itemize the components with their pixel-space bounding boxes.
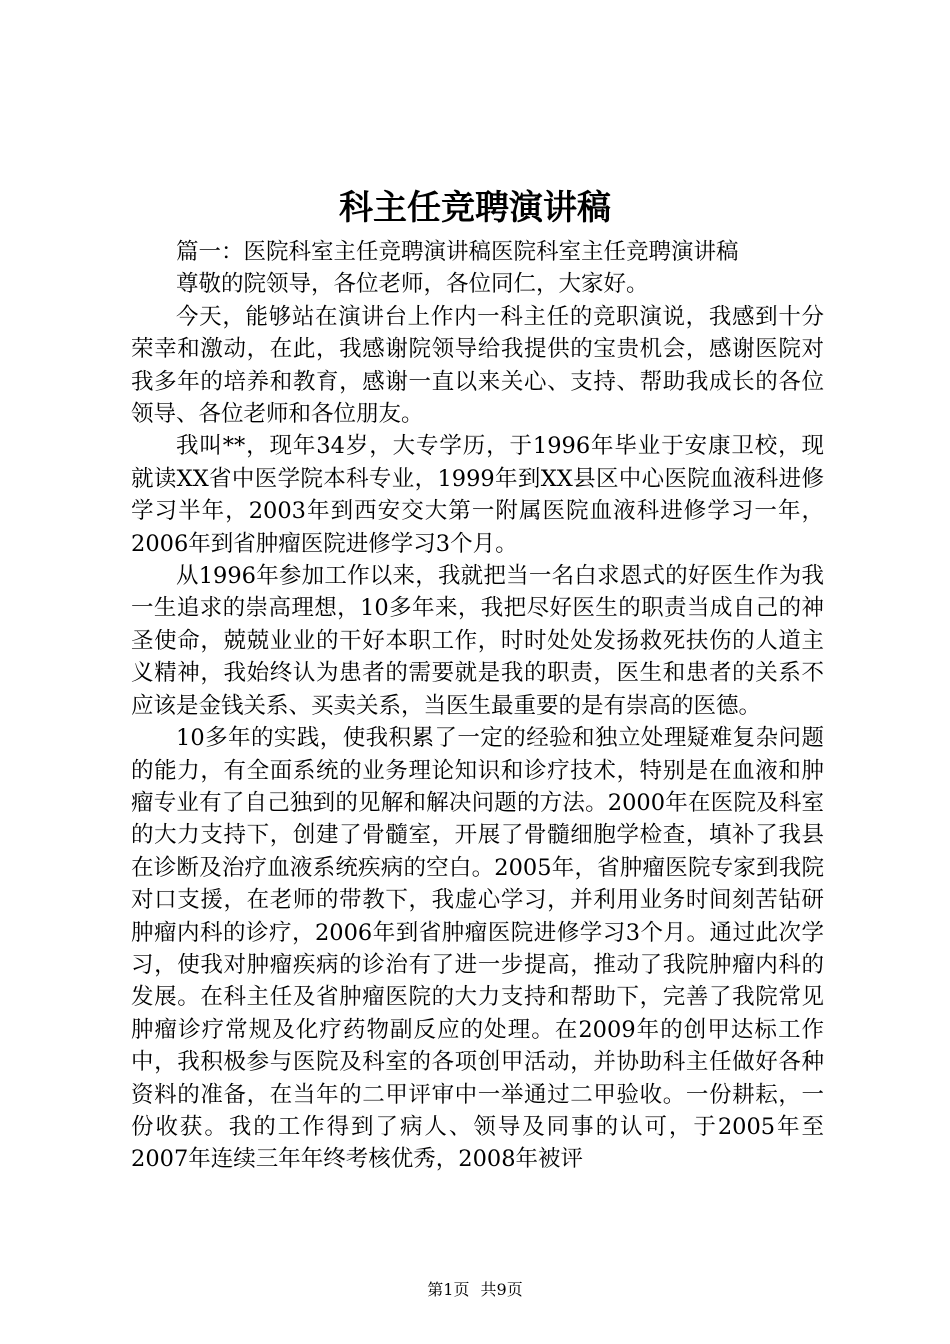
paragraph-ideals: 从1996年参加工作以来，我就把当一名白求恩式的好医生作为我一生追求的崇高理想，10多年来，我把尽好医生的职责当成自己的神圣使命，兢兢业业的干好本职工作，时时处处发扬救死扶伤的人道主义精神，我始终认为患者的需要就是我的职责，医生和患者的关系不应该是金钱关系、买卖关系，当医生最重要的是有崇高的医德。 xyxy=(131,563,824,719)
page-total: 共9页 xyxy=(480,1280,523,1299)
paragraph-heading: 篇一：医院科室主任竞聘演讲稿医院科室主任竞聘演讲稿 xyxy=(176,239,739,265)
paragraph-greeting: 尊敬的院领导，各位老师，各位同仁，大家好。 xyxy=(176,271,649,298)
page-footer xyxy=(0,1280,950,1300)
page-number: 第1页 xyxy=(427,1280,470,1299)
paragraph-thanks: 今天，能够站在演讲台上作内一科主任的竞职演说，我感到十分荣幸和激动，在此，我感谢院领导给我提供的宝贵机会，感谢医院对我多年的培养和教育，感谢一直以来关心、支持、帮助我成长的各位领导、各位老师和各位朋友。 xyxy=(131,303,824,428)
document-title: 科主任竞聘演讲稿 xyxy=(339,188,611,228)
document-body xyxy=(131,236,824,1176)
paragraph-background: 我叫**，现年34岁，大专学历，于1996年毕业于安康卫校，现就读XX省中医学院本科专业，1999年到XX县区中心医院血液科进修学习半年，2003年到西安交大第一附属医院血液科进修学习一年，2006年到省肿瘤医院进修学习3个月。 xyxy=(131,433,824,557)
paragraph-experience: 10多年的实践，使我积累了一定的经验和独立处理疑难复杂问题的能力，有全面系统的业务理论知识和诊疗技术，特别是在血液和肿瘤专业有了自己独到的见解和解决问题的方法。2000年在医院及科室的大力支持下，创建了骨髓室，开展了骨髓细胞学检查，填补了我县在诊断及治疗血液系统疾病的空白。2005年，省肿瘤医院专家到我院对口支援，在老师的带教下，我虚心学习，并利用业务时间刻苦钻研肿瘤内科的诊疗，2006年到省肿瘤医院进修学习3个月。通过此次学习，使我对肿瘤疾病的诊治有了进一步提高，推动了我院肿瘤内科的发展。在科主任及省肿瘤医院的大力支持和帮助下，完善了我院常见肿瘤诊疗常规及化疗药物副反应的处理。在2009年的创甲达标工作中，我积极参与医院及科室的各项创甲活动，并协助科主任做好各种资料的准备，在当年的二甲评审中一举通过二甲验收。一份耕耘，一份收获。我的工作得到了病人、领导及同事的认可，于2005年至2007年连续三年年终考核优秀，2008年被评 xyxy=(131,725,824,1173)
